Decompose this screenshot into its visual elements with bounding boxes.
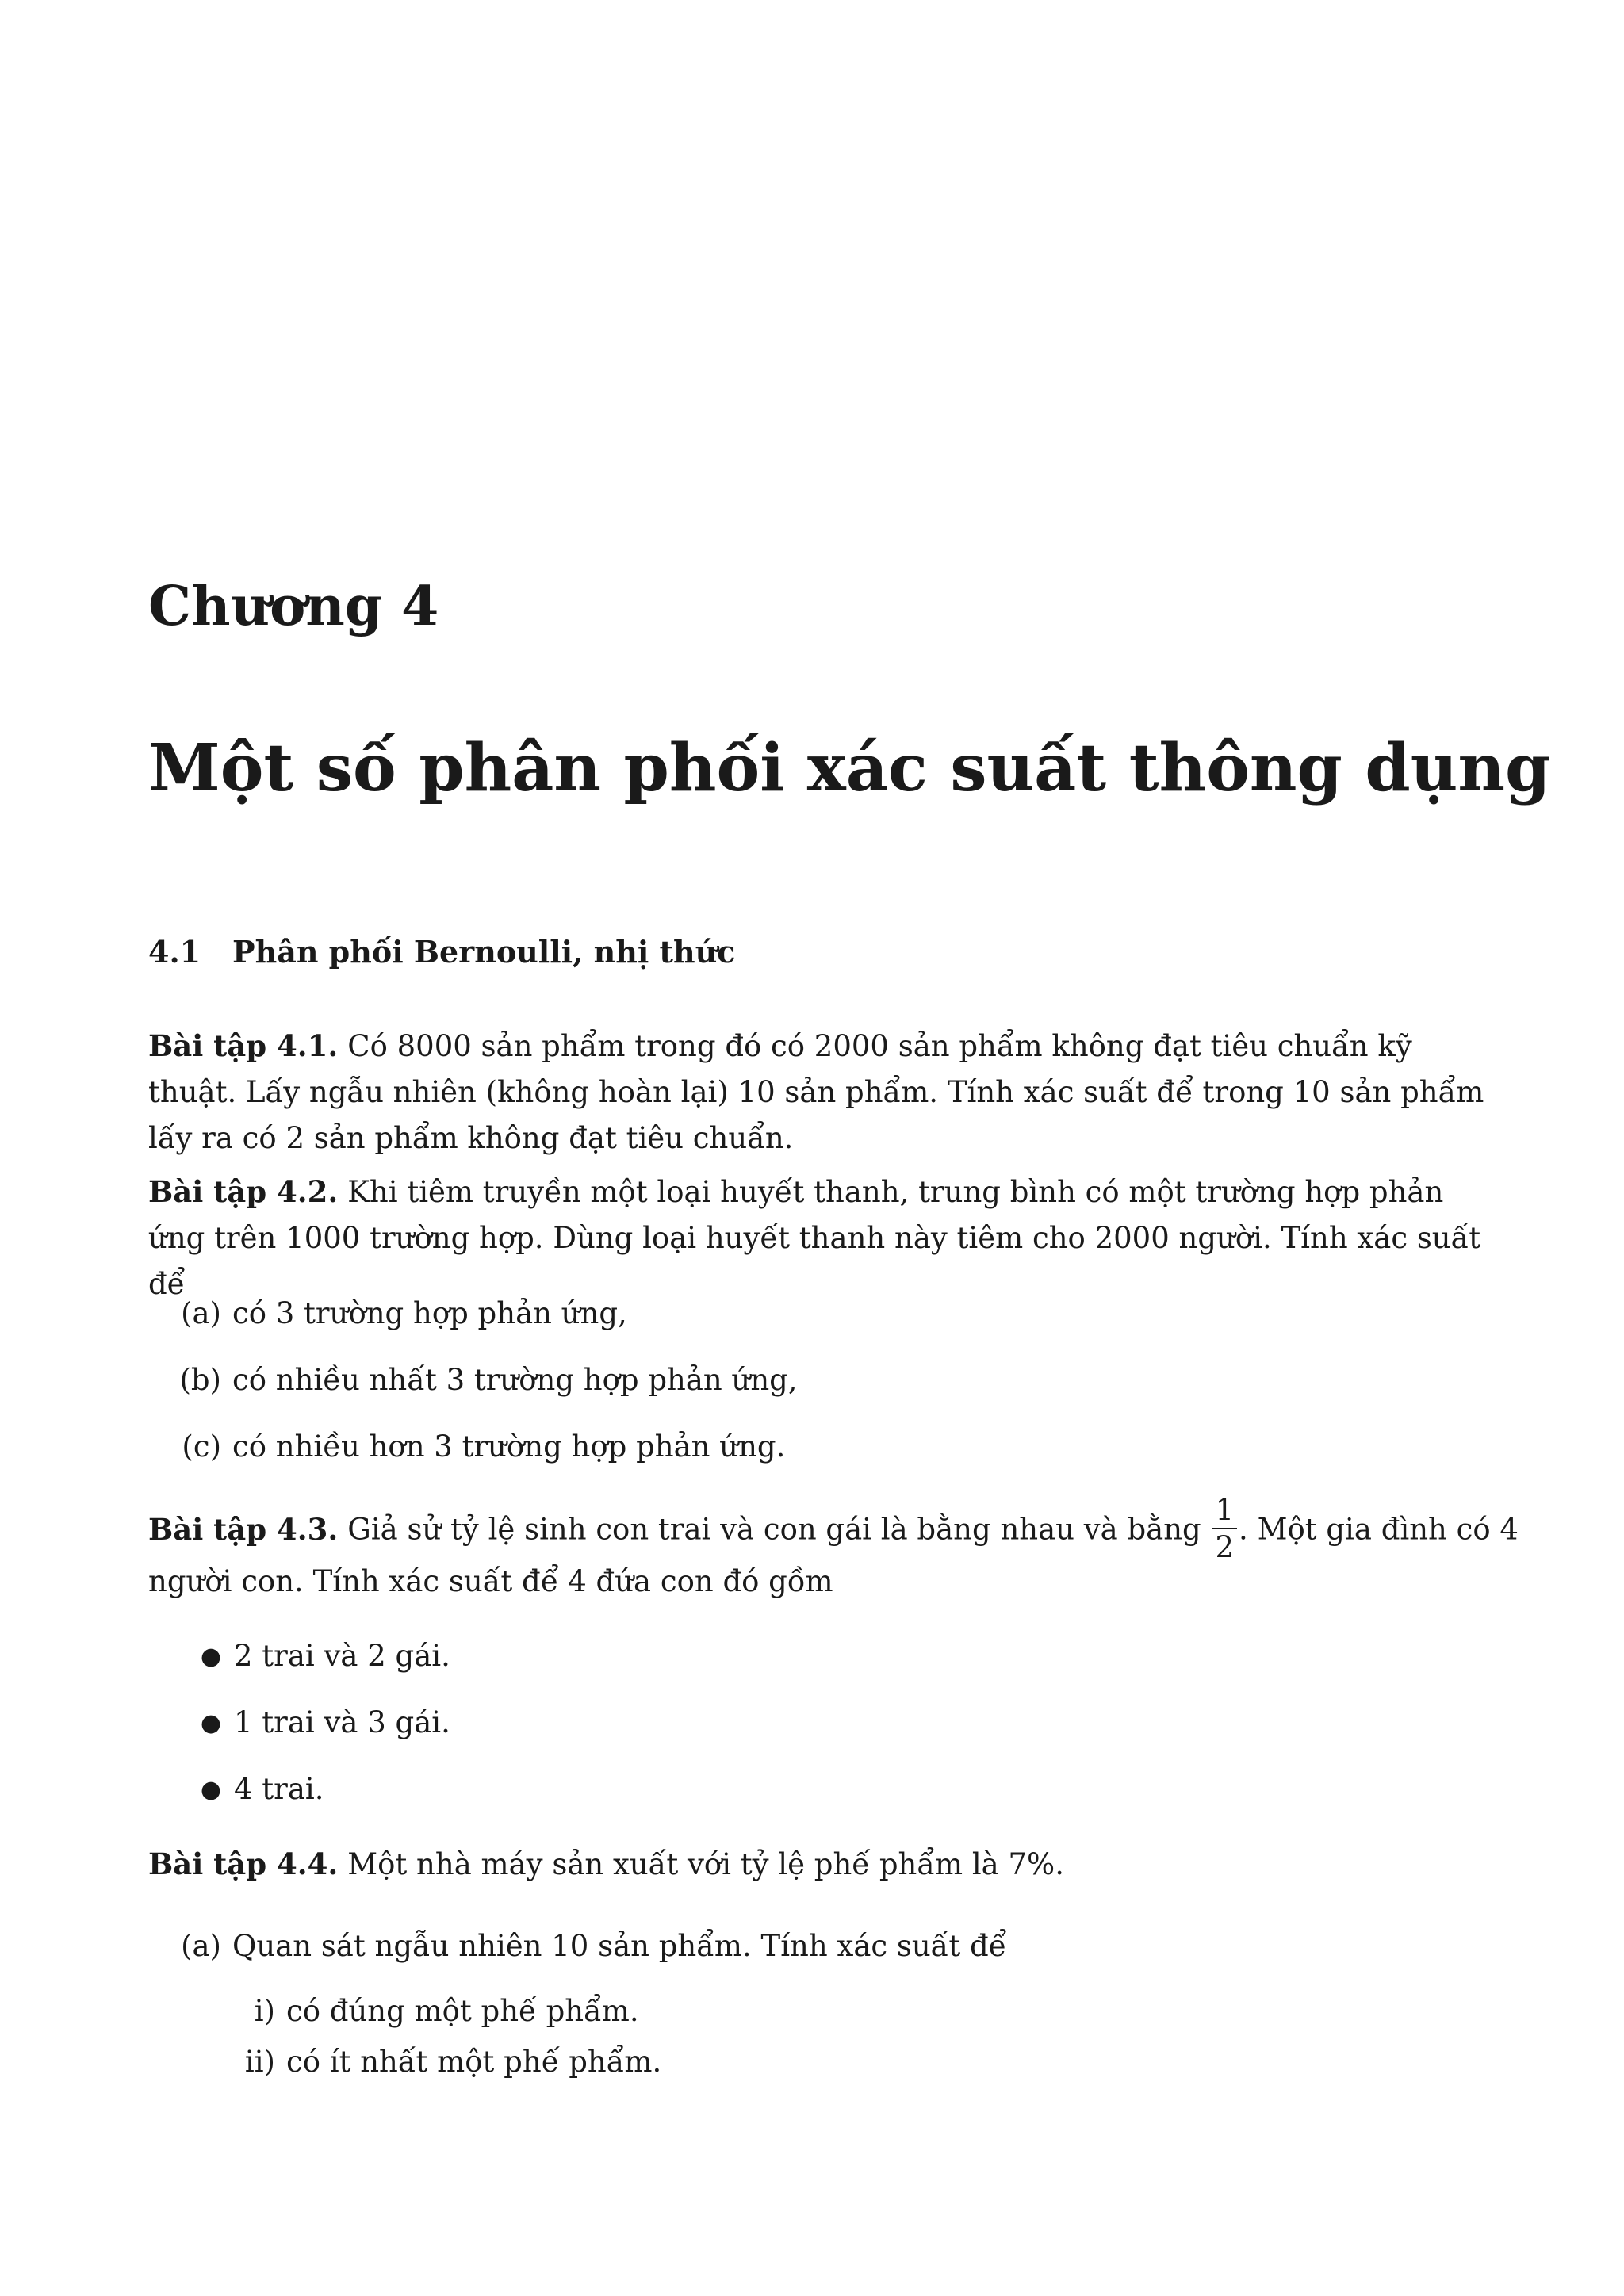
item-text: có nhiều nhất 3 trường hợp phản ứng, [232, 1363, 798, 1397]
exercise-label: Bài tập 4.1. [148, 1028, 339, 1063]
item-text: 1 trai và 3 gái. [234, 1705, 450, 1739]
fraction-bar [1212, 1528, 1238, 1529]
exercise-4-2 [148, 1169, 1488, 1307]
item-text: có 3 trường hợp phản ứng, [232, 1296, 627, 1330]
exercise-4-3 [148, 1493, 1519, 1565]
sub-item-label: i) [254, 1994, 275, 2028]
section-title: Phân phối Bernoulli, nhị thức [232, 934, 736, 970]
bullet-icon: ● [200, 1643, 221, 1670]
exercise-text-before: Giả sử tỷ lệ sinh con trai và con gái là bằng nhau và bằng [347, 1512, 1201, 1547]
bullet-icon: ● [200, 1709, 221, 1737]
fraction [1212, 1495, 1238, 1562]
item-label: (a) [181, 1296, 221, 1330]
item-text: 4 trai. [234, 1772, 324, 1806]
sub-list-item [148, 1988, 639, 2034]
exercise-text-after: . Một gia đình có 4 [1239, 1512, 1519, 1547]
list-item [148, 1633, 450, 1682]
sub-list-item [148, 2039, 661, 2085]
list-item [148, 1700, 450, 1748]
exercise-text: Có 8000 sản phẩm trong đó có 2000 sản phẩm không đạt tiêu chuẩn kỹ thuật. Lấy ngẫu nhiên (không hoàn lại) 10 sản phẩm. Tính xác suất để trong 10 sản phẩm lấy ra có 2 sản phẩm không đạt tiêu chuẩn. [148, 1029, 1484, 1155]
section-number: 4.1 [148, 934, 201, 970]
sub-item-text: có đúng một phế phẩm. [286, 1994, 639, 2028]
exercise-text: Một nhà máy sản xuất với tỷ lệ phế phẩm là 7%. [347, 1847, 1064, 1881]
exercise-label: Bài tập 4.3. [148, 1511, 339, 1547]
document-page [148, 0, 1551, 2296]
chapter-title: Một số phân phối xác suất thông dụng [148, 730, 1551, 806]
fraction-denominator: 2 [1215, 1530, 1235, 1564]
exercise-label: Bài tập 4.4. [148, 1846, 339, 1881]
list-item [148, 1357, 798, 1403]
sub-item-text: có ít nhất một phế phẩm. [286, 2045, 662, 2079]
list-item [148, 1291, 627, 1337]
list-item [148, 1424, 785, 1470]
list-item [148, 1766, 324, 1815]
section-heading [148, 934, 735, 970]
exercise-4-3-line2: người con. Tính xác suất để 4 đứa con đó gồm [148, 1564, 833, 1598]
item-label: (a) [181, 1929, 221, 1963]
exercise-4-1 [148, 1023, 1488, 1161]
exercise-label: Bài tập 4.2. [148, 1174, 339, 1209]
item-text: có nhiều hơn 3 trường hợp phản ứng. [232, 1429, 786, 1464]
item-label: (c) [182, 1429, 221, 1464]
fraction-numerator: 1 [1215, 1493, 1235, 1527]
item-label: (b) [179, 1363, 221, 1397]
bullet-icon: ● [200, 1776, 221, 1804]
list-item [148, 1923, 1006, 1969]
exercise-text: Khi tiêm truyền một loại huyết thanh, trung bình có một trường hợp phản ứng trên 1000 trường hợp. Dùng loại huyết thanh này tiêm cho 2000 người. Tính xác suất để [148, 1175, 1481, 1301]
sub-item-label: ii) [244, 2045, 275, 2079]
chapter-label: Chương 4 [148, 575, 439, 638]
exercise-4-4 [148, 1841, 1488, 1888]
item-text: Quan sát ngẫu nhiên 10 sản phẩm. Tính xác suất để [232, 1929, 1007, 1963]
item-text: 2 trai và 2 gái. [234, 1639, 450, 1673]
